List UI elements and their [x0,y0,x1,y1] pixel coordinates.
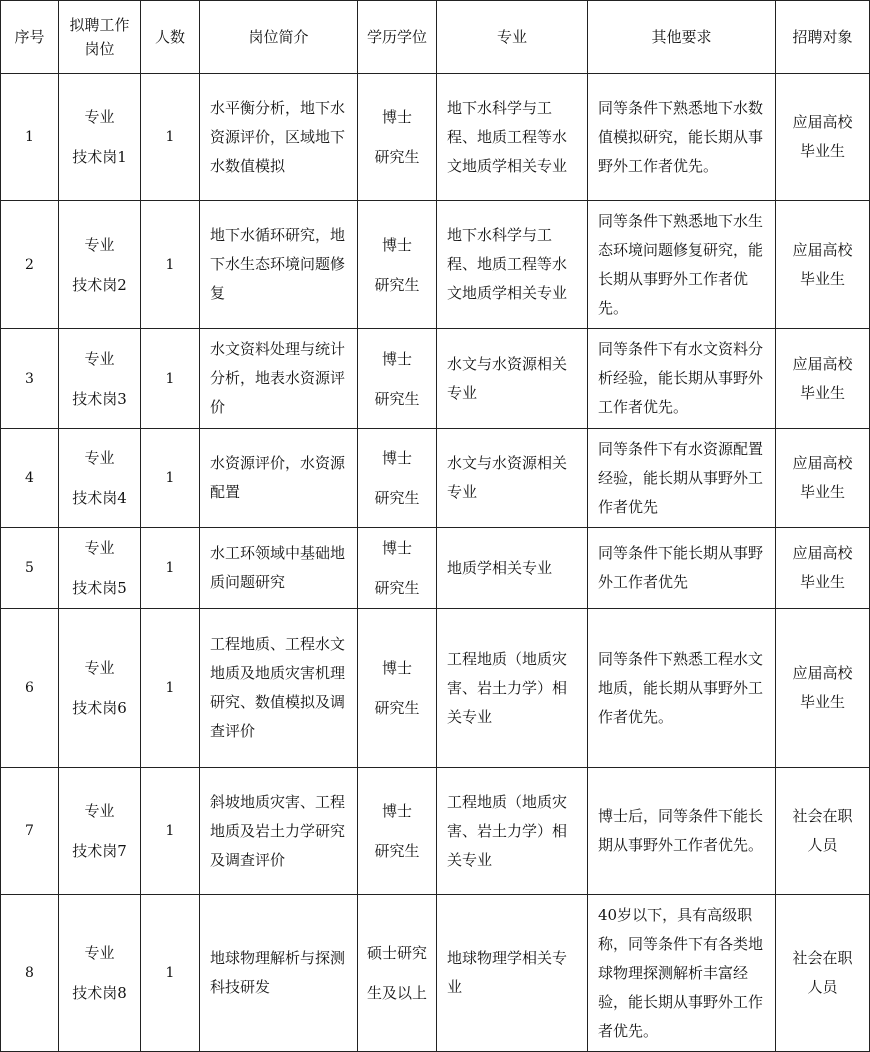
cell-count: 1 [141,528,200,609]
cell-degree [358,895,437,1052]
cell-intro: 工程地质、工程水文地质及地质灾害机理研究、数值模拟及调查评价 [200,609,358,768]
post-line-2: 技术岗2 [72,275,127,294]
degree-line-2: 生及以上 [366,984,427,1002]
cell-post [59,528,141,609]
degree-line-1: 博士 [381,108,412,126]
cell-post [59,895,141,1052]
post-line-1: 专业 [84,944,115,962]
table-row [1,429,870,528]
post-line-2: 技术岗5 [72,579,127,597]
cell-other: 博士后，同等条件下能长期从事野外工作者优先。 [588,768,776,895]
table-row [1,609,870,768]
post-line-1: 专业 [84,449,115,467]
cell-major: 地下水科学与工程、地质工程等水文地质学相关专业 [437,201,588,329]
degree-line-2: 研究生 [374,389,420,408]
cell-count: 1 [141,74,200,201]
cell-other: 同等条件下有水资源配置经验，能长期从事野外工作者优先 [588,429,776,528]
cell-count: 1 [141,895,200,1052]
cell-target: 应届高校毕业生 [776,329,870,429]
post-line-1: 专业 [84,659,115,677]
cell-target: 应届高校毕业生 [776,429,870,528]
cell-intro: 斜坡地质灾害、工程地质及岩土力学研究及调查评价 [200,768,358,895]
post-line-2: 技术岗3 [72,389,127,408]
cell-intro: 地球物理解析与探测科技研发 [200,895,358,1052]
cell-other: 40岁以下，具有高级职称，同等条件下有各类地球物理探测解析丰富经验，能长期从事野外工作者优先。 [588,895,776,1052]
cell-intro: 水资源评价，水资源配置 [200,429,358,528]
post-line-2: 技术岗4 [72,489,127,507]
cell-post [59,329,141,429]
post-line-2: 技术岗8 [72,984,127,1002]
cell-major: 工程地质（地质灾害、岩土力学）相关专业 [437,768,588,895]
cell-major: 水文与水资源相关专业 [437,329,588,429]
post-line-2: 技术岗1 [72,148,127,166]
cell-seq: 8 [1,895,59,1052]
cell-post [59,768,141,895]
cell-other: 同等条件下能长期从事野外工作者优先 [588,528,776,609]
table-row [1,201,870,329]
cell-intro: 水平衡分析，地下水资源评价，区域地下水数值模拟 [200,74,358,201]
header-row [1,1,870,74]
cell-intro: 水文资料处理与统计分析，地表水资源评价 [200,329,358,429]
cell-degree [358,768,437,895]
cell-target: 应届高校毕业生 [776,528,870,609]
post-line-1: 专业 [84,539,115,557]
degree-line-2: 研究生 [374,489,420,507]
cell-seq: 2 [1,201,59,329]
degree-line-1: 硕士研究 [366,944,427,962]
cell-major: 水文与水资源相关专业 [437,429,588,528]
header-target: 招聘对象 [776,1,870,74]
post-line-2: 技术岗7 [72,842,127,860]
post-line-1: 专业 [84,235,115,254]
header-major: 专业 [437,1,588,74]
table-row [1,528,870,609]
header-other: 其他要求 [588,1,776,74]
header-seq: 序号 [1,1,59,74]
cell-count: 1 [141,201,200,329]
cell-seq: 3 [1,329,59,429]
cell-other: 同等条件下熟悉地下水生态环境问题修复研究，能长期从事野外工作者优先。 [588,201,776,329]
table-row [1,329,870,429]
cell-major: 地质学相关专业 [437,528,588,609]
header-intro: 岗位简介 [200,1,358,74]
post-line-1: 专业 [84,349,115,368]
degree-line-2: 研究生 [374,275,420,294]
header-count: 人数 [141,1,200,74]
degree-line-1: 博士 [381,539,412,557]
header-degree: 学历学位 [358,1,437,74]
post-line-1: 专业 [84,108,115,126]
cell-seq: 7 [1,768,59,895]
cell-seq: 1 [1,74,59,201]
degree-line-1: 博士 [381,349,412,368]
cell-other: 同等条件下熟悉工程水文地质，能长期从事野外工作者优先。 [588,609,776,768]
cell-target: 社会在职人员 [776,895,870,1052]
degree-line-1: 博士 [381,802,412,820]
post-line-2: 技术岗6 [72,699,127,717]
cell-major: 地球物理学相关专业 [437,895,588,1052]
cell-target: 应届高校毕业生 [776,201,870,329]
cell-post [59,429,141,528]
degree-line-1: 博士 [381,659,412,677]
table-row [1,74,870,201]
cell-post [59,74,141,201]
cell-post [59,609,141,768]
cell-degree [358,429,437,528]
cell-degree [358,609,437,768]
table-row [1,895,870,1052]
cell-intro: 水工环领域中基础地质问题研究 [200,528,358,609]
degree-line-2: 研究生 [374,148,420,166]
cell-major: 工程地质（地质灾害、岩土力学）相关专业 [437,609,588,768]
degree-line-2: 研究生 [374,699,420,717]
cell-target: 应届高校毕业生 [776,74,870,201]
cell-seq: 5 [1,528,59,609]
cell-degree [358,528,437,609]
cell-degree [358,74,437,201]
cell-seq: 6 [1,609,59,768]
cell-other: 同等条件下有水文资料分析经验，能长期从事野外工作者优先。 [588,329,776,429]
cell-major: 地下水科学与工程、地质工程等水文地质学相关专业 [437,74,588,201]
degree-line-1: 博士 [381,235,412,254]
post-line-1: 专业 [84,802,115,820]
degree-line-1: 博士 [381,449,412,467]
cell-target: 应届高校毕业生 [776,609,870,768]
cell-target: 社会在职人员 [776,768,870,895]
cell-degree [358,201,437,329]
cell-count: 1 [141,609,200,768]
cell-post [59,201,141,329]
cell-count: 1 [141,329,200,429]
header-post: 拟聘工作岗位 [59,1,141,74]
cell-count: 1 [141,768,200,895]
degree-line-2: 研究生 [374,842,420,860]
cell-seq: 4 [1,429,59,528]
cell-other: 同等条件下熟悉地下水数值模拟研究，能长期从事野外工作者优先。 [588,74,776,201]
cell-degree [358,329,437,429]
table-row [1,768,870,895]
cell-count: 1 [141,429,200,528]
degree-line-2: 研究生 [374,579,420,597]
cell-intro: 地下水循环研究，地下水生态环境问题修复 [200,201,358,329]
